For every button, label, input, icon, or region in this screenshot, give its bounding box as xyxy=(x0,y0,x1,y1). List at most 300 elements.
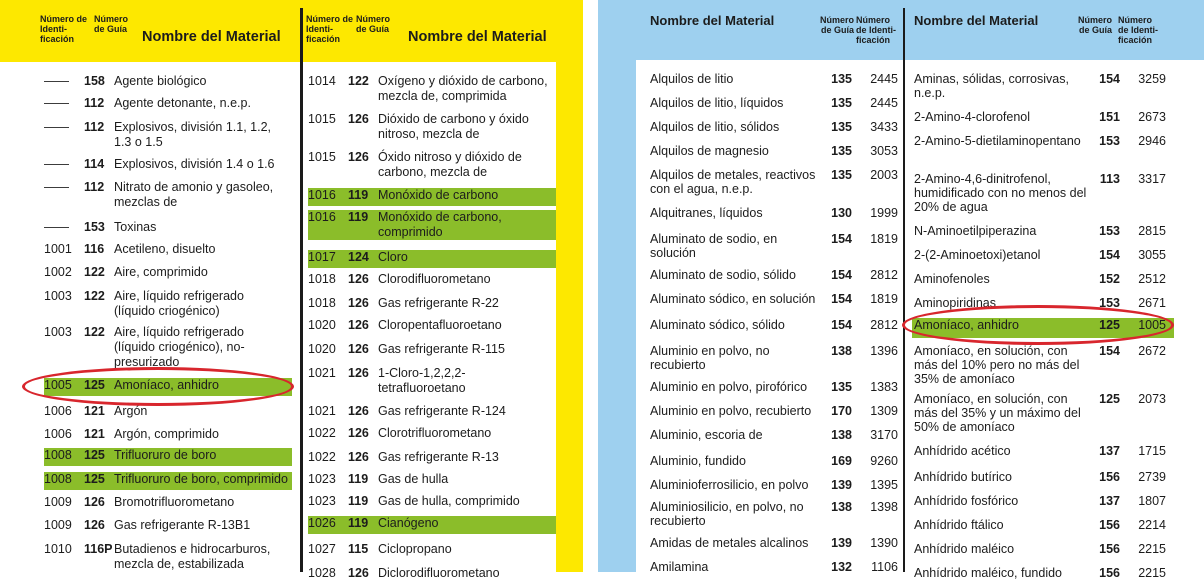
id-number: 1390 xyxy=(870,536,898,550)
yellow-side-band xyxy=(556,0,583,572)
material-name: Amoníaco, en solución, con más del 35% y un máximo del 50% de amoníaco xyxy=(914,392,1081,434)
material-name: Gas refrigerante R-13 xyxy=(378,450,499,464)
guide-number: 124 xyxy=(348,250,369,264)
blue-side-band xyxy=(598,0,636,572)
guide-number: 121 xyxy=(84,404,105,418)
id-number: 3317 xyxy=(1138,172,1166,186)
id-number: 2073 xyxy=(1138,392,1166,406)
material-row xyxy=(912,72,1174,102)
material-name: Aire, comprimido xyxy=(114,265,208,279)
material-name: Clorotrifluorometano xyxy=(378,426,492,440)
material-row xyxy=(308,112,556,146)
material-name: Nitrato de amonio y gasoleo, mezclas de xyxy=(114,180,274,209)
material-name: Aluminato de sodio, sólido xyxy=(650,268,796,282)
material-row xyxy=(44,120,292,154)
material-row xyxy=(308,566,556,584)
material-row xyxy=(648,380,902,398)
id-number: —— xyxy=(44,220,69,234)
guide-number: 135 xyxy=(831,72,852,86)
material-name: Anhídrido ftálico xyxy=(914,518,1004,532)
column-divider xyxy=(903,8,905,572)
id-number: 1395 xyxy=(870,478,898,492)
id-number: —— xyxy=(44,96,69,110)
id-number: 1015 xyxy=(308,150,336,164)
id-number: 1106 xyxy=(871,560,898,574)
name-column-header: Nombre del Material xyxy=(650,13,775,28)
material-row xyxy=(648,232,902,262)
material-name: Alquilos de litio xyxy=(650,72,734,86)
guide-column-header: Número de Guía xyxy=(1077,15,1112,35)
material-name: Toxinas xyxy=(114,220,157,234)
id-number: —— xyxy=(44,157,69,171)
id-number: —— xyxy=(44,120,69,134)
id-number: 2815 xyxy=(1138,224,1166,238)
material-name: Cloro xyxy=(378,250,408,264)
guide-column-header: Número de Guía xyxy=(94,14,129,34)
guide-number: 139 xyxy=(831,536,852,550)
guide-number: 138 xyxy=(831,500,852,514)
column-divider xyxy=(300,8,303,572)
material-row xyxy=(44,289,292,323)
guide-number: 125 xyxy=(84,472,105,486)
material-name: Cloropentafluoroetano xyxy=(378,318,502,332)
material-row xyxy=(648,206,902,224)
yellow-right-header xyxy=(306,14,556,54)
material-name: Alquilos de litio, líquidos xyxy=(650,96,784,110)
material-name: Anhídrido butírico xyxy=(914,470,1012,484)
material-name: Amilamina xyxy=(650,560,709,574)
id-number: 1016 xyxy=(308,210,336,224)
material-row xyxy=(648,168,902,198)
id-number: 1999 xyxy=(870,206,898,220)
id-number: 2215 xyxy=(1138,542,1166,556)
guide-number: 121 xyxy=(84,427,105,441)
guide-number: 126 xyxy=(348,318,369,332)
id-number: 1020 xyxy=(308,342,336,356)
material-row xyxy=(912,134,1174,164)
guide-number: 137 xyxy=(1099,494,1120,508)
guide-number: 126 xyxy=(84,495,105,509)
material-name: 2-Amino-5-dietilaminopentano xyxy=(914,134,1081,148)
material-row xyxy=(308,296,556,314)
guide-number: 135 xyxy=(831,144,852,158)
guide-number: 154 xyxy=(831,268,852,282)
guide-number: 169 xyxy=(831,454,852,468)
guide-number: 126 xyxy=(348,450,369,464)
material-name: Explosivos, división 1.4 o 1.6 xyxy=(114,157,275,171)
material-name: Gas de hulla xyxy=(378,472,449,486)
id-number: 2673 xyxy=(1138,110,1166,124)
material-name: Aluminato de sodio, en solución xyxy=(650,232,778,260)
guide-number: 125 xyxy=(84,448,105,462)
material-row xyxy=(44,180,292,214)
material-name: Gas de hulla, comprimido xyxy=(378,494,520,508)
id-number: 1021 xyxy=(308,366,336,380)
material-row xyxy=(308,366,556,400)
material-name: Alquilos de metales, reactivos con el agua, n.e.p. xyxy=(650,168,816,196)
yellow-left-header xyxy=(40,14,296,54)
id-number: 2214 xyxy=(1138,518,1166,532)
guide-number: 125 xyxy=(1099,392,1120,406)
id-number: 3433 xyxy=(870,120,898,134)
material-name: Óxido nitroso y dióxido de carbono, mezcla de xyxy=(378,150,522,179)
guide-number: 153 xyxy=(1099,296,1120,310)
material-name: Argón xyxy=(114,404,148,418)
id-column-header: Número de Identi- ficación xyxy=(1118,15,1158,45)
material-name: N-Aminoetilpiperazina xyxy=(914,224,1037,238)
guide-number: 119 xyxy=(348,472,369,486)
material-row xyxy=(648,318,902,336)
material-name: Diclorodifluorometano xyxy=(378,566,500,580)
guide-number: 130 xyxy=(831,206,852,220)
id-number: 1023 xyxy=(308,472,336,486)
material-name: Oxígeno y dióxido de carbono, mezcla de, comprimida xyxy=(378,74,548,103)
material-row xyxy=(308,426,556,444)
guide-number: 135 xyxy=(831,380,852,394)
id-number: 1023 xyxy=(308,494,336,508)
material-row xyxy=(648,268,902,286)
material-row xyxy=(44,242,292,260)
guide-number: 126 xyxy=(348,272,369,286)
guide-number: 132 xyxy=(831,560,852,574)
guide-number: 153 xyxy=(84,220,105,234)
material-name: Gas refrigerante R-124 xyxy=(378,404,506,418)
guide-number: 154 xyxy=(831,318,852,332)
material-name: Aluminio, escoria de xyxy=(650,428,763,442)
guide-column-header: Número de Guía xyxy=(819,15,854,35)
material-name: 2-(2-Aminoetoxi)etanol xyxy=(914,248,1041,262)
guide-number: 112 xyxy=(84,120,105,134)
material-row xyxy=(648,120,902,138)
material-row xyxy=(308,404,556,422)
material-name: Aluminato sódico, en solución xyxy=(650,292,816,306)
material-row xyxy=(44,220,292,238)
guide-number: 119 xyxy=(348,188,369,202)
id-number: 1002 xyxy=(44,265,72,279)
material-name: Clorodifluorometano xyxy=(378,272,491,286)
material-row xyxy=(308,272,556,290)
id-number: 1009 xyxy=(44,495,72,509)
material-name: Aminopiridinas xyxy=(914,296,996,310)
material-row xyxy=(44,472,292,490)
material-row xyxy=(44,378,292,396)
material-name: Trifluoruro de boro, comprimido xyxy=(114,472,288,486)
id-number: 3259 xyxy=(1138,72,1166,86)
id-number: 1018 xyxy=(308,272,336,286)
material-name: Amoníaco, anhidro xyxy=(914,318,1019,332)
material-row xyxy=(44,325,292,369)
id-number: 1819 xyxy=(870,232,898,246)
guide-number: 126 xyxy=(84,518,105,532)
guide-number: 125 xyxy=(84,378,105,392)
material-row xyxy=(912,542,1174,560)
material-name: Acetileno, disuelto xyxy=(114,242,216,256)
material-row xyxy=(648,72,902,90)
id-number: 2946 xyxy=(1138,134,1166,148)
guide-number: 154 xyxy=(831,292,852,306)
material-row xyxy=(44,265,292,283)
material-row xyxy=(44,74,292,92)
material-name: Amidas de metales alcalinos xyxy=(650,536,809,550)
guide-number: 126 xyxy=(348,404,369,418)
id-number: 2003 xyxy=(870,168,898,182)
material-row xyxy=(44,448,292,466)
id-number: 1014 xyxy=(308,74,336,88)
blue-left-header xyxy=(648,12,903,56)
blue-right-header xyxy=(914,12,1204,56)
id-number: 2512 xyxy=(1138,272,1166,286)
material-row xyxy=(308,542,556,560)
id-number: 3170 xyxy=(870,428,898,442)
material-name: Agente biológico xyxy=(114,74,207,88)
guide-number: 126 xyxy=(348,426,369,440)
guide-number: 126 xyxy=(348,112,369,126)
guide-number: 122 xyxy=(84,289,105,303)
material-row xyxy=(308,74,556,108)
name-column-header: Nombre del Material xyxy=(408,29,547,45)
material-row xyxy=(308,494,556,512)
guide-number: 138 xyxy=(831,428,852,442)
material-name: Monóxido de carbono xyxy=(378,188,499,202)
material-row xyxy=(912,296,1174,314)
id-number: 1006 xyxy=(44,427,72,441)
guide-number: 170 xyxy=(831,404,852,418)
material-row xyxy=(308,472,556,490)
material-row xyxy=(44,157,292,175)
guide-number: 154 xyxy=(1099,248,1120,262)
material-row xyxy=(912,224,1174,242)
id-number: 1008 xyxy=(44,448,72,462)
material-name: Explosivos, división 1.1, 1.2, 1.3 o 1.5 xyxy=(114,120,272,149)
guide-page-numeric-index xyxy=(0,0,583,580)
material-row xyxy=(648,478,902,496)
material-row xyxy=(308,342,556,360)
material-name: Bromotrifluorometano xyxy=(114,495,235,509)
guide-number: 116 xyxy=(84,242,105,256)
id-number: 1008 xyxy=(44,472,72,486)
material-name: Anhídrido maléico xyxy=(914,542,1015,556)
guide-number: 156 xyxy=(1099,542,1120,556)
material-name: Cianógeno xyxy=(378,516,439,530)
material-row xyxy=(44,96,292,114)
id-number: 1020 xyxy=(308,318,336,332)
guide-number: 126 xyxy=(348,150,369,164)
material-row xyxy=(912,392,1174,436)
material-name: Aluminio en polvo, recubierto xyxy=(650,404,812,418)
material-row xyxy=(648,560,902,578)
guide-number: 158 xyxy=(84,74,105,88)
guide-number: 135 xyxy=(831,168,852,182)
guide-number: 119 xyxy=(348,210,369,224)
material-name: Ciclopropano xyxy=(378,542,452,556)
guide-number: 114 xyxy=(84,157,105,171)
id-number: 1006 xyxy=(44,404,72,418)
id-number: 1018 xyxy=(308,296,336,310)
guide-number: 153 xyxy=(1099,134,1120,148)
material-row xyxy=(648,454,902,472)
id-number: 2215 xyxy=(1138,566,1166,580)
name-column-header: Nombre del Material xyxy=(142,29,281,45)
id-number: 1001 xyxy=(44,242,72,256)
guide-number: 119 xyxy=(348,494,369,508)
material-name: Anhídrido maléico, fundido xyxy=(914,566,1063,580)
id-number: 1016 xyxy=(308,188,336,202)
material-name: Dióxido de carbono y óxido nitroso, mezcla de xyxy=(378,112,529,141)
id-number: 1005 xyxy=(1138,318,1166,332)
material-name: Argón, comprimido xyxy=(114,427,219,441)
id-number: 1819 xyxy=(870,292,898,306)
guide-number: 112 xyxy=(84,96,105,110)
material-row xyxy=(912,470,1174,488)
id-number: 1715 xyxy=(1138,444,1166,458)
material-name: Monóxido de carbono, comprimido xyxy=(378,210,502,239)
material-row xyxy=(912,110,1174,128)
guide-number: 138 xyxy=(831,344,852,358)
material-row xyxy=(912,494,1174,512)
material-row xyxy=(648,500,902,530)
material-name: Gas refrigerante R-22 xyxy=(378,296,499,310)
guide-number: 112 xyxy=(84,180,105,194)
id-number: 1807 xyxy=(1138,494,1166,508)
material-name: Alquilos de magnesio xyxy=(650,144,769,158)
guide-number: 135 xyxy=(831,120,852,134)
guide-number: 154 xyxy=(1099,344,1120,358)
id-number: 2739 xyxy=(1138,470,1166,484)
guide-number: 156 xyxy=(1099,518,1120,532)
material-row xyxy=(648,428,902,446)
material-row xyxy=(308,210,556,240)
guide-number: 113 xyxy=(1099,172,1120,186)
material-name: Butadienos e hidrocarburos, mezcla de, estabilizada xyxy=(114,542,271,571)
guide-number: 125 xyxy=(1099,318,1120,332)
guide-number: 116P xyxy=(84,542,113,556)
id-number: 2445 xyxy=(870,96,898,110)
id-number: 1309 xyxy=(870,404,898,418)
id-number: 1028 xyxy=(308,566,336,580)
id-column-header: Número de Identi- ficación xyxy=(306,14,354,44)
material-row xyxy=(44,518,292,536)
id-number: 1015 xyxy=(308,112,336,126)
material-row xyxy=(308,188,556,206)
material-name: Anhídrido acético xyxy=(914,444,1011,458)
guide-number: 156 xyxy=(1099,566,1120,580)
material-row xyxy=(308,318,556,336)
material-name: Alquitranes, líquidos xyxy=(650,206,763,220)
material-row xyxy=(912,318,1174,338)
guide-number: 126 xyxy=(348,566,369,580)
id-number: 1398 xyxy=(870,500,898,514)
id-number: —— xyxy=(44,180,69,194)
id-number: 1027 xyxy=(308,542,336,556)
guide-number: 115 xyxy=(348,542,369,556)
material-name: Aluminio en polvo, pirofórico xyxy=(650,380,808,394)
material-row xyxy=(308,250,556,268)
material-row xyxy=(912,444,1174,462)
material-name: Aminas, sólidas, corrosivas, n.e.p. xyxy=(914,72,1069,100)
id-number: 2812 xyxy=(870,318,898,332)
material-row xyxy=(44,427,292,445)
material-name: Amoníaco, anhidro xyxy=(114,378,219,392)
id-number: 1022 xyxy=(308,450,336,464)
id-number: 1383 xyxy=(870,380,898,394)
material-row xyxy=(912,344,1174,388)
material-name: 2-Amino-4-clorofenol xyxy=(914,110,1031,124)
material-name: Aluminio, fundido xyxy=(650,454,746,468)
guide-number: 135 xyxy=(831,96,852,110)
id-number: 1017 xyxy=(308,250,336,264)
id-column-header: Número de Identi- ficación xyxy=(40,14,88,44)
id-number: 2812 xyxy=(870,268,898,282)
material-row xyxy=(308,150,556,184)
material-name: Gas refrigerante R-13B1 xyxy=(114,518,251,532)
guide-number: 139 xyxy=(831,478,852,492)
material-name: Trifluoruro de boro xyxy=(114,448,217,462)
id-number: 9260 xyxy=(870,454,898,468)
id-number: 2671 xyxy=(1138,296,1166,310)
material-row xyxy=(648,344,902,374)
id-number: 1022 xyxy=(308,426,336,440)
material-name: Aluminiosilicio, en polvo, no recubierto xyxy=(650,500,804,528)
guide-number: 122 xyxy=(84,325,105,339)
id-column-header: Número de Identi- ficación xyxy=(856,15,896,45)
material-row xyxy=(44,542,292,572)
material-row xyxy=(648,292,902,310)
material-row xyxy=(308,516,556,534)
guide-number: 137 xyxy=(1099,444,1120,458)
material-row xyxy=(912,172,1174,216)
guide-number: 156 xyxy=(1099,470,1120,484)
guide-page-alphabetic-index xyxy=(598,0,1204,580)
guide-number: 122 xyxy=(84,265,105,279)
guide-column-header: Número de Guía xyxy=(356,14,391,34)
name-column-header: Nombre del Material xyxy=(914,13,1039,28)
material-row xyxy=(648,144,902,162)
material-name: Aluminio en polvo, no recubierto xyxy=(650,344,770,372)
material-name: Aluminato sódico, sólido xyxy=(650,318,785,332)
guide-number: 153 xyxy=(1099,224,1120,238)
material-name: Aire, líquido refrigerado (líquido criogénico) xyxy=(114,289,244,318)
id-number: —— xyxy=(44,74,69,88)
guide-number: 126 xyxy=(348,366,369,380)
material-name: Agente detonante, n.e.p. xyxy=(114,96,251,110)
id-number: 3053 xyxy=(870,144,898,158)
material-row xyxy=(648,536,902,554)
id-number: 1026 xyxy=(308,516,336,530)
guide-number: 151 xyxy=(1099,110,1120,124)
material-name: Anhídrido fosfórico xyxy=(914,494,1019,508)
material-row xyxy=(308,450,556,468)
material-name: Aire, líquido refrigerado (líquido criogénico), no-presurizado xyxy=(114,325,245,369)
material-row xyxy=(44,404,292,422)
material-name: 2-Amino-4,6-dinitrofenol, humidificado con no menos del 20% de agua xyxy=(914,172,1087,214)
id-number: 1005 xyxy=(44,378,72,392)
id-number: 2672 xyxy=(1138,344,1166,358)
id-number: 1009 xyxy=(44,518,72,532)
guide-number: 126 xyxy=(348,296,369,310)
material-row xyxy=(912,272,1174,290)
material-row xyxy=(648,96,902,114)
id-number: 1003 xyxy=(44,289,72,303)
material-row xyxy=(912,518,1174,536)
material-row xyxy=(648,404,902,422)
material-name: Aluminioferrosilicio, en polvo xyxy=(650,478,809,492)
id-number: 1021 xyxy=(308,404,336,418)
guide-number: 154 xyxy=(1099,72,1120,86)
guide-number: 119 xyxy=(348,516,369,530)
guide-number: 122 xyxy=(348,74,369,88)
id-number: 3055 xyxy=(1138,248,1166,262)
material-name: Gas refrigerante R-115 xyxy=(378,342,505,356)
